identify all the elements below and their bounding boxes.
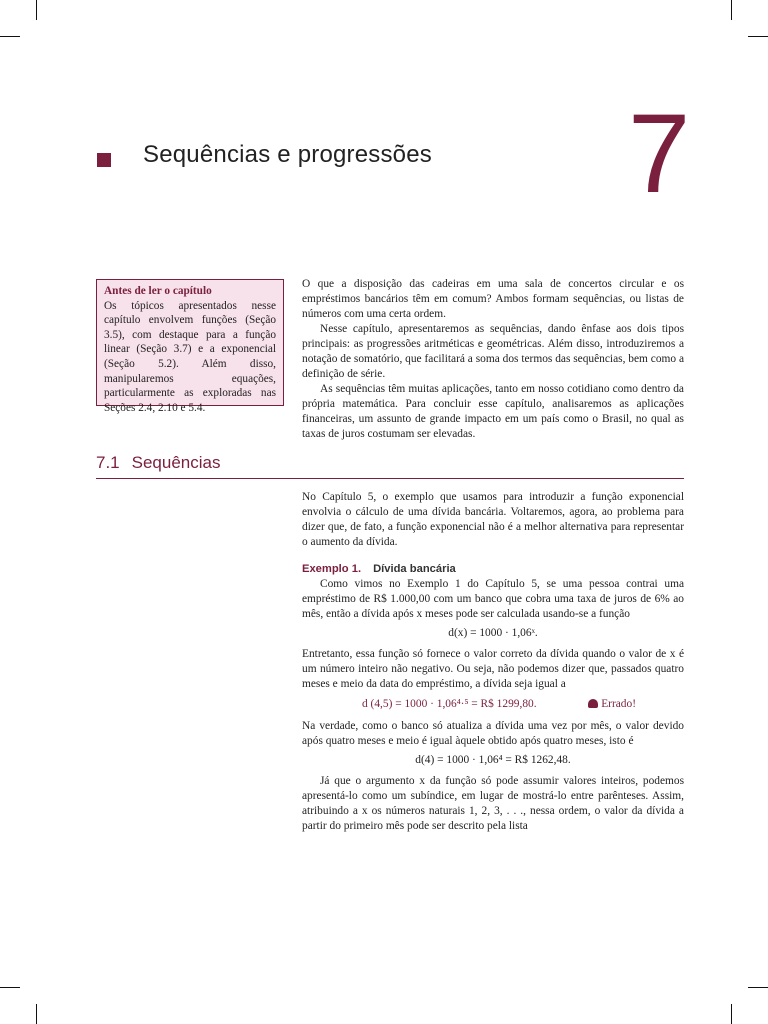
body-paragraph: Já que o argumento x da função só pode assumir valores inteiros, podemos apresentá-lo como um subíndice, em lugar de mostrá-lo entre parênteses. Assim, atribuindo a x os números naturais 1, 2, 3, . . ., nessa ordem, o valor da dívida a partir do primeiro mês pode ser descrito pela lista	[302, 775, 684, 832]
intro-paragraph: Nesse capítulo, apresentaremos as sequências, dando ênfase aos dois tipos principais: as progressões aritméticas e geométricas. Além disso, introduziremos a notação de somatório, que facilitará a soma dos termos das sequências, bem como a definição de série.	[302, 323, 684, 380]
section-rule	[96, 478, 684, 479]
example-title: Dívida bancária	[373, 563, 456, 575]
crop-mark	[731, 1004, 732, 1024]
crop-mark	[748, 36, 768, 37]
intro-paragraph: O que a disposição das cadeiras em uma sala de concertos circular e os empréstimos bancários têm em comum? Ambos formam sequências, ou listas de números com uma certa ordem.	[302, 278, 684, 320]
crop-mark	[0, 36, 20, 37]
section-title: Sequências	[131, 453, 221, 472]
prerequisites-title: Antes de ler o capítulo	[104, 285, 212, 297]
equation: d(x) = 1000 · 1,06ˣ.	[448, 627, 538, 639]
equation: d(4) = 1000 · 1,06⁴ = R$ 1262,48.	[415, 754, 571, 766]
example-heading	[302, 562, 684, 577]
skull-icon	[588, 699, 598, 708]
crop-mark	[36, 1004, 37, 1024]
body-paragraph: Na verdade, como o banco só atualiza a dívida uma vez por mês, o valor devido após quatro meses e meio é igual àquele obtido após quatro meses, isto é	[302, 720, 684, 747]
crop-mark	[731, 0, 732, 20]
intro-paragraph: As sequências têm muitas aplicações, tanto em nosso cotidiano como dentro da própria matemática. Para concluir esse capítulo, analisaremos as aplicações financeiras, um assunto de grande impacto em um país como o Brasil, no qual as taxas de juros costumam ser elevadas.	[302, 383, 684, 440]
prerequisites-text: Os tópicos apresentados nesse capítulo envolvem funções (Seção 3.5), com destaque para a função linear (Seção 3.7) e a exponencial (Seção 5.2). Além disso, manipularemos equações, particularmente as exploradas nas Seções 2.4, 2.10 e 5.4.	[104, 299, 276, 414]
chapter-square-icon	[97, 153, 111, 167]
error-marker	[588, 697, 636, 712]
section-body	[302, 490, 684, 834]
body-paragraph: Como vimos no Exemplo 1 do Capítulo 5, se uma pessoa contrai uma empréstimo de R$ 1.000,00 com um banco que cobra uma taxa de juros de 6% ao mês, então a dívida após x meses pode ser calculada usando-se a função	[302, 578, 684, 620]
example-label: Exemplo 1.	[302, 563, 362, 575]
chapter-number: 7	[628, 91, 691, 216]
wrong-equation-line	[302, 695, 684, 715]
error-label: Errado!	[601, 698, 636, 710]
prerequisites-box	[96, 279, 284, 414]
wrong-equation: d (4,5) = 1000 · 1,06⁴·⁵ = R$ 1299,80.	[362, 698, 537, 710]
chapter-intro	[302, 277, 684, 442]
body-paragraph: Entretanto, essa função só fornece o valor correto da dívida quando o valor de x é um número inteiro não negativo. Ou seja, não podemos dizer que, passados quatro meses e meio da data do empréstimo, a dívida seja igual a	[302, 648, 684, 690]
section-heading	[96, 453, 220, 473]
body-paragraph: No Capítulo 5, o exemplo que usamos para introduzir a função exponencial envolvia o cálculo de uma dívida bancária. Voltaremos, agora, ao problema para dizer que, de fato, a função exponencial não é a melhor alternativa para representar o aumento da dívida.	[302, 491, 684, 548]
crop-mark	[36, 0, 37, 20]
crop-mark	[748, 987, 768, 988]
chapter-title: Sequências e progressões	[143, 141, 432, 168]
crop-mark	[0, 987, 20, 988]
section-number: 7.1	[96, 453, 120, 472]
